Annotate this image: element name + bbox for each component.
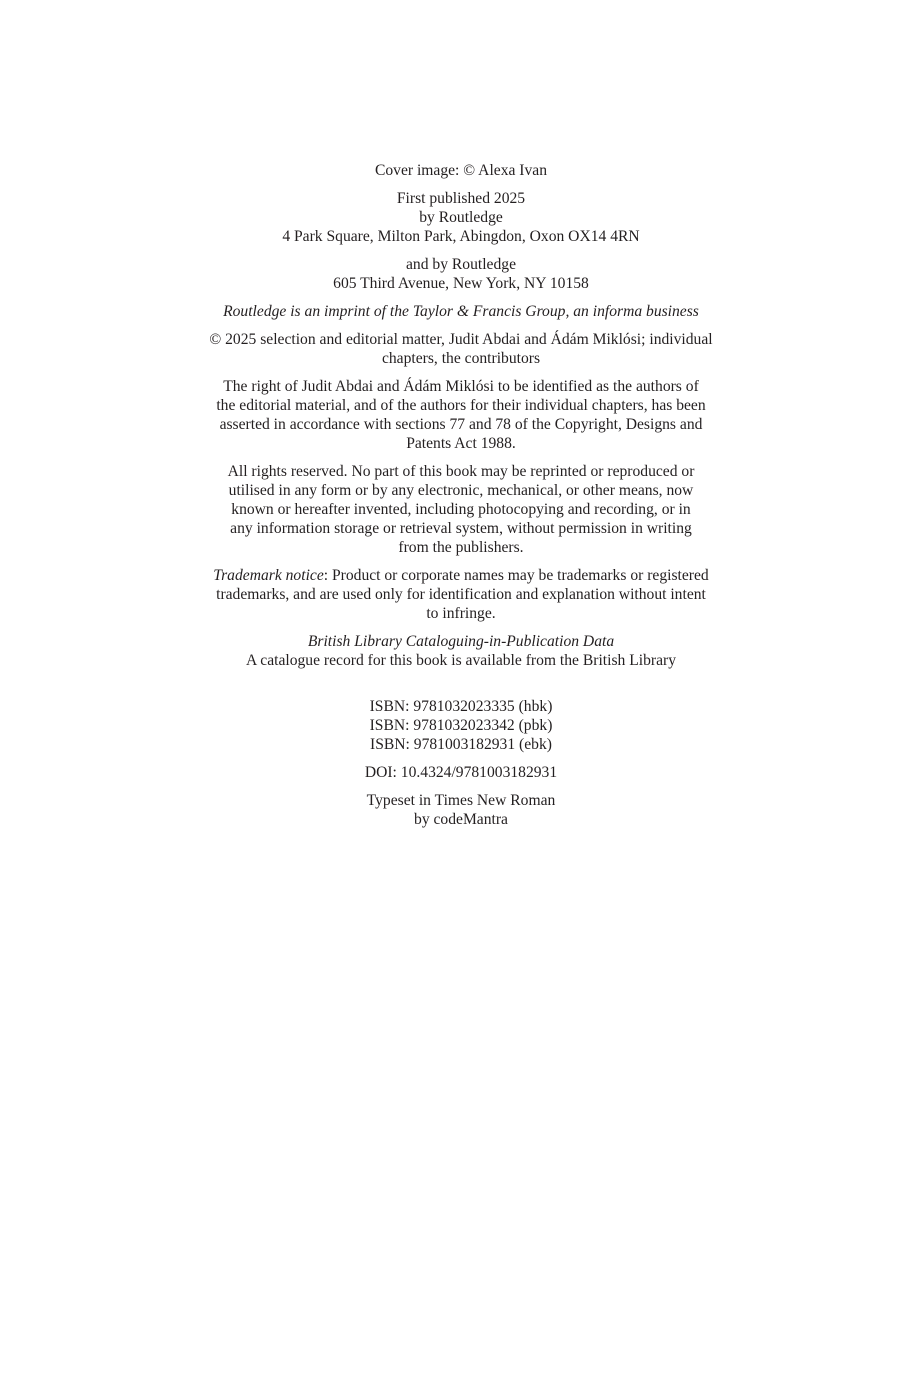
rights-reserved-line-4: any information storage or retrieval system, without permission in writing [230, 520, 692, 537]
imprint-statement: Routledge is an imprint of the Taylor & Francis Group, an informa business [223, 303, 699, 320]
moral-rights-line-2: the editorial material, and of the authors for their individual chapters, has been [216, 397, 706, 414]
moral-rights-block [0, 377, 922, 453]
copyright-block [0, 330, 922, 368]
doi-block [0, 763, 922, 782]
copyright-line-2: chapters, the contributors [381, 350, 541, 367]
typeset-line-1: Typeset in Times New Roman [366, 792, 556, 809]
rights-reserved-line-5: from the publishers. [398, 539, 524, 556]
trademark-line-1-text: : Product or corporate names may be trademarks or registered [323, 567, 709, 584]
isbn-pbk: ISBN: 9781032023342 (pbk) [369, 717, 553, 734]
trademark-label: Trademark notice [213, 567, 324, 584]
isbn-hbk: ISBN: 9781032023335 (hbk) [369, 698, 553, 715]
publisher-address-us: 605 Third Avenue, New York, NY 10158 [333, 275, 589, 292]
cataloguing-record: A catalogue record for this book is available from the British Library [245, 652, 676, 669]
trademark-block [0, 566, 922, 623]
moral-rights-line-4: Patents Act 1988. [406, 435, 516, 452]
isbn-block [0, 697, 922, 754]
publisher-address-uk: 4 Park Square, Milton Park, Abingdon, Oxon OX14 4RN [282, 228, 640, 245]
trademark-line-1 [0, 566, 922, 585]
typeset-block [0, 791, 922, 829]
rights-reserved-block [0, 462, 922, 557]
first-published-text: First published 2025 [396, 190, 526, 207]
trademark-line-3: to infringe. [426, 605, 496, 622]
isbn-ebk: ISBN: 9781003182931 (ebk) [370, 736, 552, 753]
moral-rights-line-3: asserted in accordance with sections 77 and 78 of the Copyright, Designs and [219, 416, 703, 433]
typeset-line-2: by codeMantra [414, 811, 508, 828]
moral-rights-line-1: The right of Judit Abdai and Ádám Miklósi to be identified as the authors of [223, 378, 699, 395]
cataloguing-block [0, 632, 922, 670]
copyright-page [0, 161, 922, 838]
publisher-name: by Routledge [419, 209, 503, 226]
first-published-block [0, 189, 922, 246]
trademark-line-2: trademarks, and are used only for identification and explanation without intent [216, 586, 706, 603]
doi-text: DOI: 10.4324/9781003182931 [364, 764, 558, 781]
cover-image-text: Cover image: © Alexa Ivan [374, 162, 548, 179]
cover-image-credit [0, 161, 922, 180]
us-publisher-name: and by Routledge [405, 256, 516, 273]
cataloguing-heading: British Library Cataloguing-in-Publication Data [307, 633, 615, 650]
imprint-block [0, 302, 922, 321]
copyright-line-1: © 2025 selection and editorial matter, Judit Abdai and Ádám Miklósi; individual [209, 331, 713, 348]
us-publisher-block [0, 255, 922, 293]
rights-reserved-line-2: utilised in any form or by any electronic, mechanical, or other means, now [228, 482, 694, 499]
rights-reserved-line-3: known or hereafter invented, including photocopying and recording, or in [231, 501, 691, 518]
rights-reserved-line-1: All rights reserved. No part of this book may be reprinted or reproduced or [227, 463, 695, 480]
